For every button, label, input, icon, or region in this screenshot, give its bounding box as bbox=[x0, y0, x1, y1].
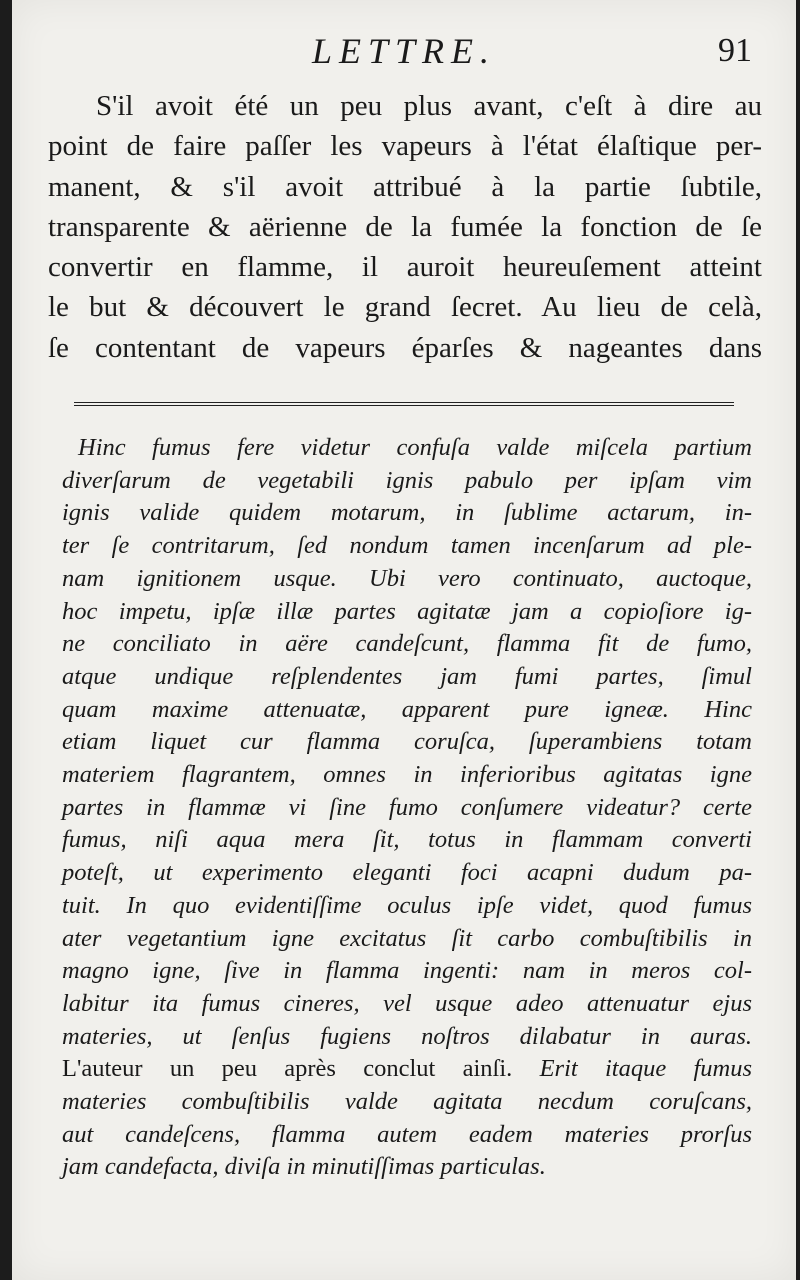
running-title: LETTRE. bbox=[311, 31, 497, 71]
book-page bbox=[12, 0, 796, 1280]
footnote-line: labitur ita fumus cineres, vel usque adeo attenuatur ejus bbox=[62, 989, 752, 1017]
footnote-line: diverſarum de vegetabili ignis pabulo per ipſam vim bbox=[62, 466, 752, 494]
footnote-line: quam maxime attenuatæ, apparent pure igneæ. Hinc bbox=[62, 695, 752, 723]
footnote-line: materies combuſtibilis valde agitata necdum coruſcans, bbox=[62, 1088, 752, 1116]
footnote-line: materies, ut ſenſus fugiens noſtros dilabatur in auras. bbox=[62, 1022, 752, 1050]
main-text-line: le but & découvert le grand ſecret. Au lieu de celà, bbox=[48, 291, 762, 324]
footnote-mixed-line bbox=[62, 1053, 752, 1086]
footnote-line: partes in flammæ vi ſine fumo conſumere videatur? certe bbox=[62, 793, 752, 821]
footnote-separator-rule bbox=[74, 402, 734, 406]
footnote-roman-text: L'auteur un peu après conclut ainſi. bbox=[62, 1055, 513, 1083]
footnote-line: materiem flagrantem, omnes in inferioribus agitatas igne bbox=[62, 761, 752, 789]
footnote-line: aut candeſcens, flamma autem eadem materies prorſus bbox=[62, 1120, 752, 1148]
footnote-italic-text: Erit itaque fumus bbox=[539, 1055, 753, 1083]
footnote-line: nam ignitionem usque. Ubi vero continuato, auctoque, bbox=[62, 564, 752, 592]
footnote-line: ter ſe contritarum, ſed nondum tamen incenſarum ad ple- bbox=[62, 532, 752, 560]
main-text-line: S'il avoit été un peu plus avant, c'eſt à dire au bbox=[96, 90, 762, 122]
footnote-line: poteſt, ut experimento eleganti foci acapni dudum pa- bbox=[62, 859, 752, 887]
main-text-line: transparente & aërienne de la fumée la fonction de ſe bbox=[48, 210, 762, 243]
footnote-line: Hinc fumus fere videtur confuſa valde miſcela partium bbox=[78, 434, 752, 461]
footnote-line: magno igne, ſive in flamma ingenti: nam in meros col- bbox=[62, 957, 752, 985]
main-text-line: convertir en flamme, il auroit heureuſement atteint bbox=[48, 251, 762, 284]
footnote bbox=[62, 432, 752, 1184]
main-text-line: ſe contentant de vapeurs éparſes & nageantes dans bbox=[48, 331, 762, 364]
main-text-line: manent, & s'il avoit attribué à la partie ſubtile, bbox=[48, 170, 762, 203]
page-header bbox=[12, 30, 796, 76]
main-text-line: point de faire paſſer les vapeurs à l'état élaſtique per- bbox=[48, 130, 762, 163]
footnote-line: etiam liquet cur flamma coruſca, ſuperambiens totam bbox=[62, 728, 752, 756]
footnote-line: jam candefacta, diviſa in minutiſſimas particulas. bbox=[62, 1153, 546, 1181]
main-paragraph bbox=[48, 86, 762, 368]
footnote-line: tuit. In quo evidentiſſime oculus ipſe videt, quod fumus bbox=[62, 891, 752, 919]
footnote-line: ne conciliato in aëre candeſcunt, flamma fit de fumo, bbox=[62, 630, 752, 658]
footnote-line: fumus, niſi aqua mera ſit, totus in flammam converti bbox=[62, 826, 752, 854]
footnote-line: hoc impetu, ipſæ illæ partes agitatæ jam a copioſiore ig- bbox=[62, 597, 752, 625]
footnote-line: ignis valide quidem motarum, in ſublime actarum, in- bbox=[62, 499, 752, 527]
footnote-line: atque undique reſplendentes jam fumi partes, ſimul bbox=[62, 662, 752, 690]
footnote-line: ater vegetantium igne excitatus ſit carbo combuſtibilis in bbox=[62, 924, 752, 952]
page-number: 91 bbox=[718, 32, 752, 69]
